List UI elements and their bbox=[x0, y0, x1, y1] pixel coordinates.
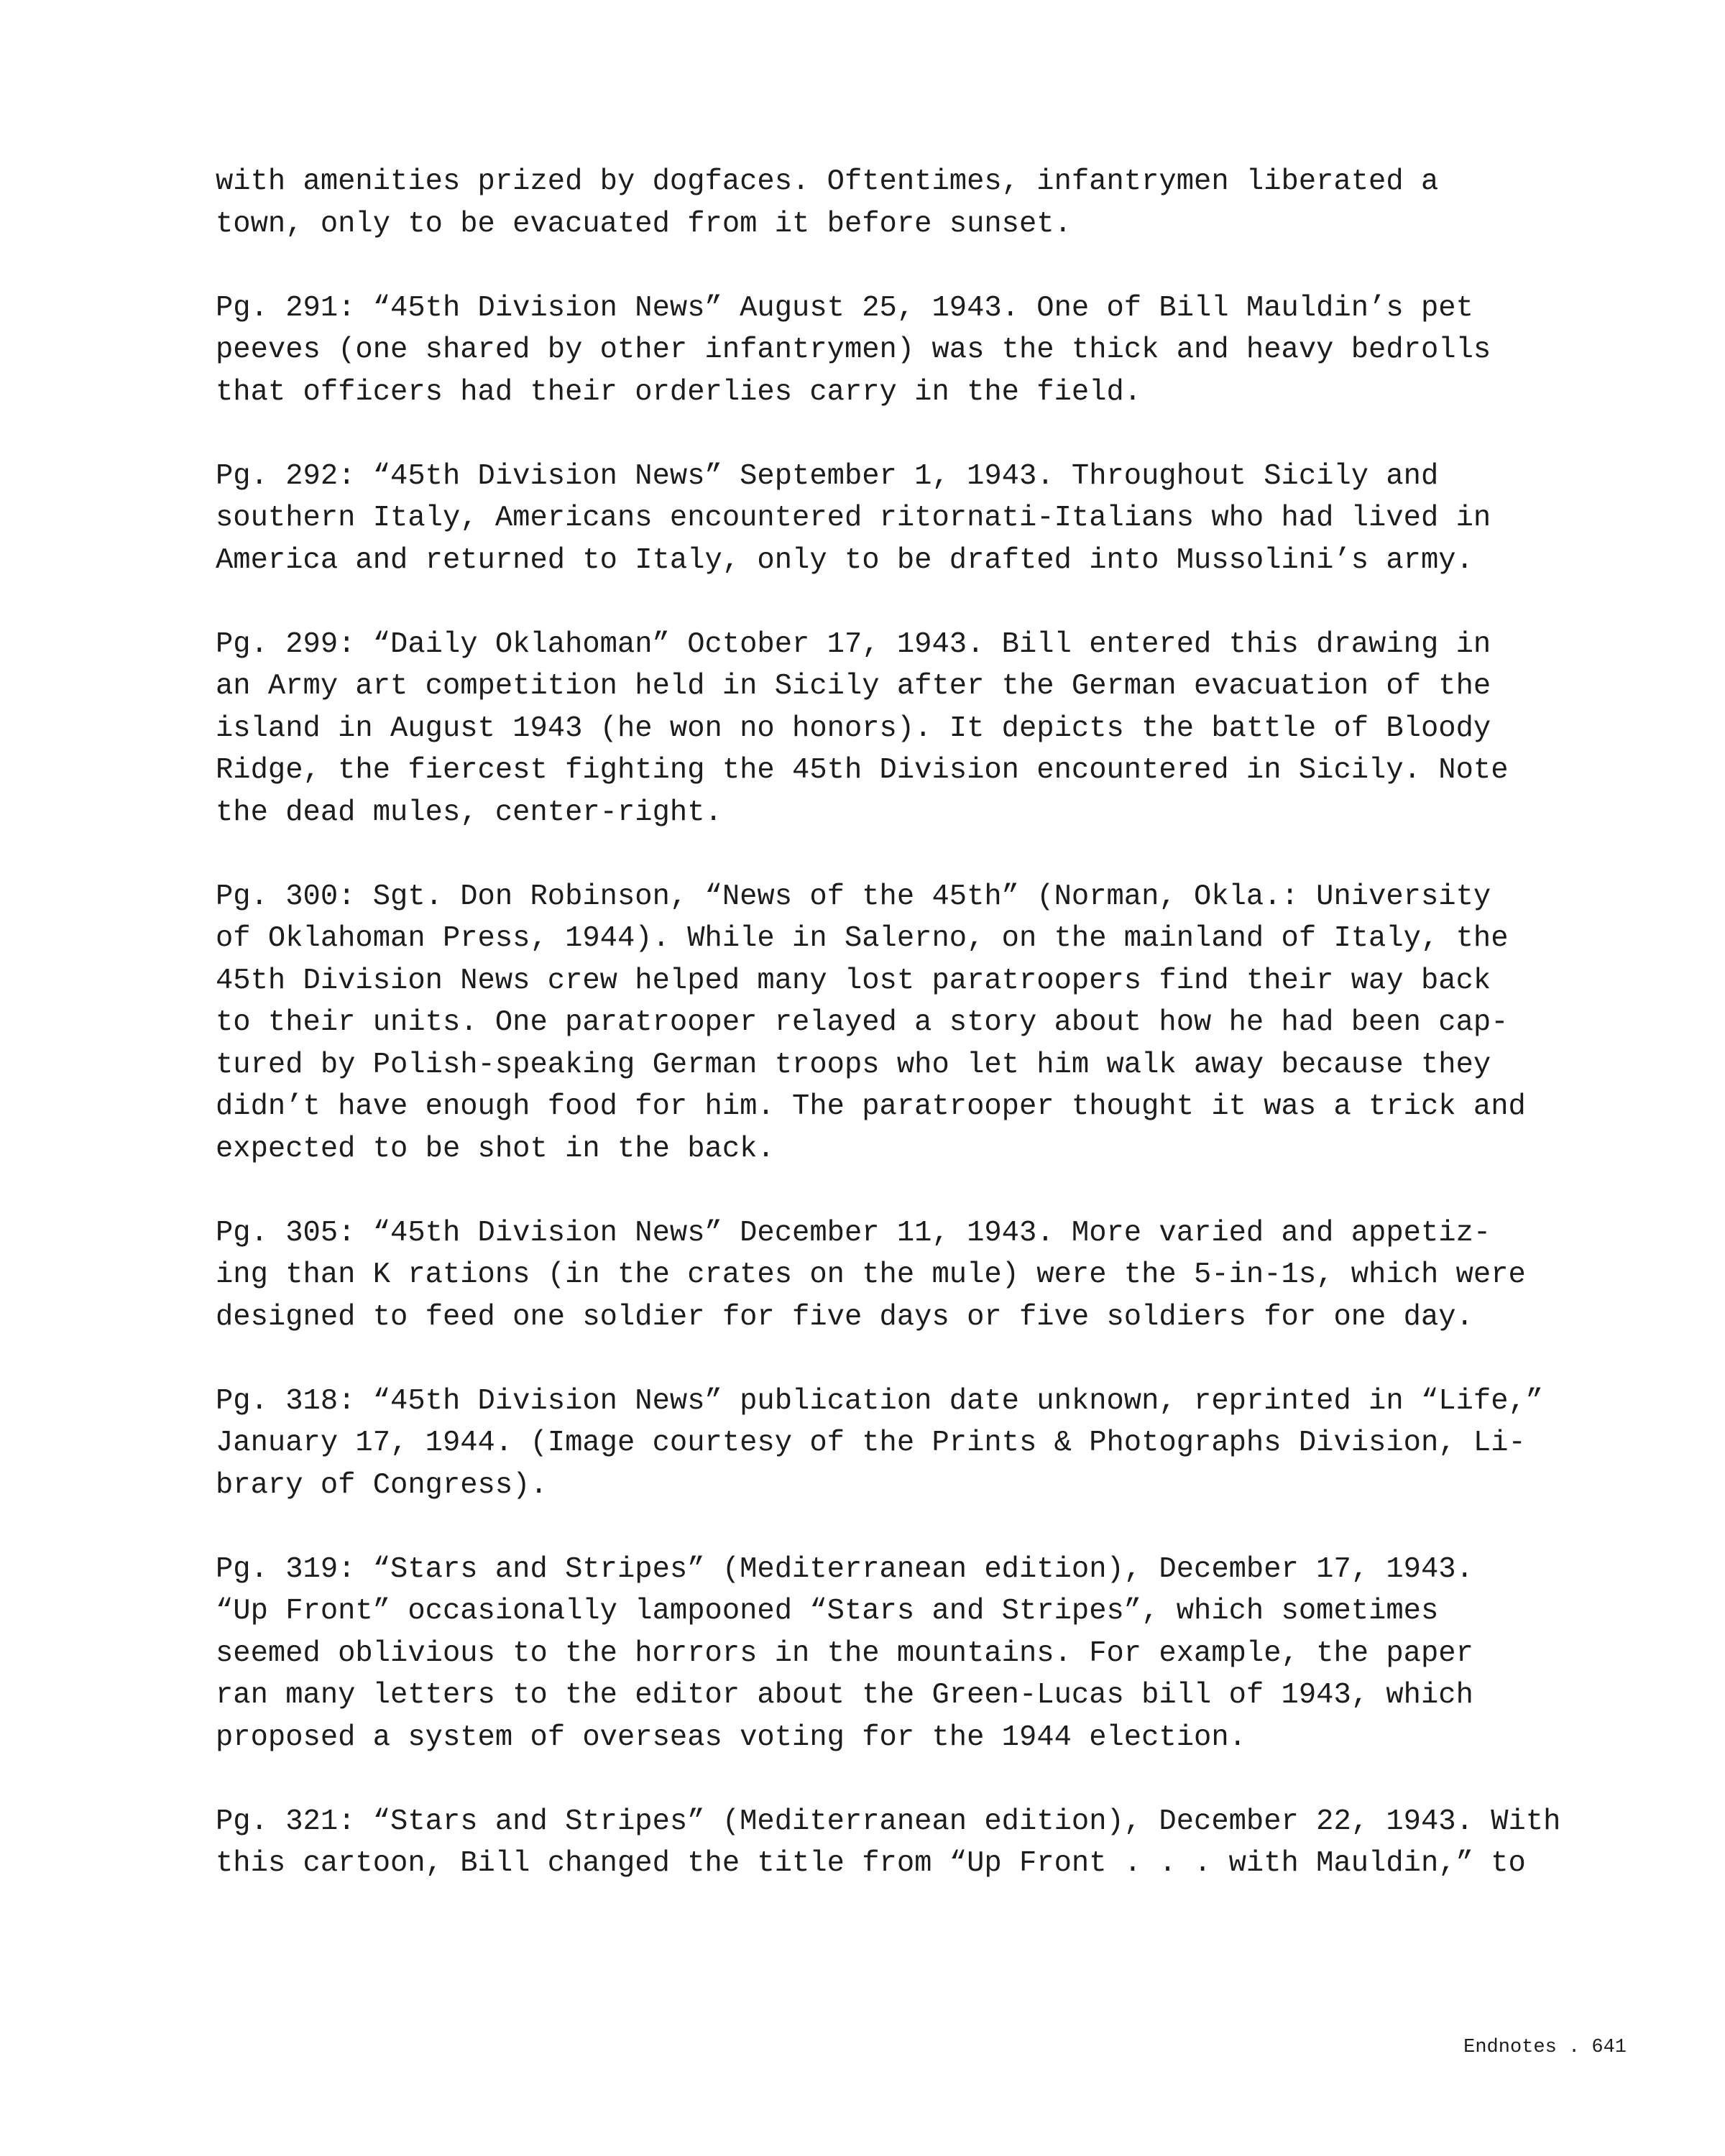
text-line: seemed oblivious to the horrors in the mountains. For example, the paper bbox=[216, 1636, 1473, 1670]
text-line: peeves (one shared by other infantrymen) was the thick and heavy bedrolls bbox=[216, 333, 1491, 367]
endnote-paragraph bbox=[216, 624, 1581, 834]
text-line: expected to be shot in the back. bbox=[216, 1132, 775, 1166]
text-line: Pg. 300: Sgt. Don Robinson, “News of the 45th” (Norman, Okla.: University bbox=[216, 880, 1491, 913]
text-line: January 17, 1944. (Image courtesy of the Prints & Photographs Division, Li- bbox=[216, 1427, 1526, 1460]
endnote-paragraph bbox=[216, 1212, 1581, 1339]
endnote-paragraph bbox=[216, 1381, 1581, 1507]
text-line: Pg. 292: “45th Division News” September 1, 1943. Throughout Sicily and bbox=[216, 459, 1439, 493]
endnote-paragraph bbox=[216, 876, 1581, 1171]
text-line: an Army art competition held in Sicily after the German evacuation of the bbox=[216, 670, 1491, 703]
text-line: with amenities prized by dogfaces. Oftentimes, infantrymen liberated a bbox=[216, 165, 1439, 198]
text-line: Pg. 305: “45th Division News” December 11, 1943. More varied and appetiz- bbox=[216, 1216, 1491, 1250]
text-line: Pg. 318: “45th Division News” publication date unknown, reprinted in “Life,” bbox=[216, 1384, 1544, 1418]
endnotes-body bbox=[216, 161, 1581, 1927]
endnote-paragraph bbox=[216, 1549, 1581, 1759]
text-line: that officers had their orderlies carry in the field. bbox=[216, 375, 1142, 409]
text-line: island in August 1943 (he won no honors). It depicts the battle of Bloody bbox=[216, 711, 1491, 745]
endnote-paragraph bbox=[216, 1801, 1581, 1885]
text-line: proposed a system of overseas voting for the 1944 election. bbox=[216, 1720, 1246, 1754]
text-line: tured by Polish-speaking German troops who let him walk away because they bbox=[216, 1048, 1491, 1082]
text-line: Pg. 291: “45th Division News” August 25, 1943. One of Bill Mauldin’s pet bbox=[216, 291, 1473, 325]
text-line: didn’t have enough food for him. The paratrooper thought it was a trick and bbox=[216, 1090, 1526, 1123]
page-footer: Endnotes . 641 bbox=[1463, 2037, 1627, 2058]
text-line: to their units. One paratrooper relayed a story about how he had been cap- bbox=[216, 1006, 1509, 1039]
text-line: “Up Front” occasionally lampooned “Stars and Stripes”, which sometimes bbox=[216, 1595, 1439, 1628]
text-line: America and returned to Italy, only to be drafted into Mussolini’s army. bbox=[216, 543, 1473, 577]
endnote-paragraph bbox=[216, 456, 1581, 582]
text-line: brary of Congress). bbox=[216, 1468, 548, 1502]
text-line: ran many letters to the editor about the Green-Lucas bill of 1943, which bbox=[216, 1679, 1473, 1712]
endnote-paragraph bbox=[216, 161, 1581, 245]
text-line: this cartoon, Bill changed the title from “Up Front . . . with Mauldin,” to bbox=[216, 1847, 1526, 1880]
text-line: of Oklahoman Press, 1944). While in Salerno, on the mainland of Italy, the bbox=[216, 922, 1509, 955]
text-line: ing than K rations (in the crates on the mule) were the 5-in-1s, which were bbox=[216, 1258, 1526, 1291]
text-line: Ridge, the fiercest fighting the 45th Division encountered in Sicily. Note bbox=[216, 754, 1509, 787]
endnote-paragraph bbox=[216, 287, 1581, 414]
text-line: the dead mules, center-right. bbox=[216, 796, 722, 829]
text-line: southern Italy, Americans encountered ritornati-Italians who had lived in bbox=[216, 502, 1491, 535]
text-line: town, only to be evacuated from it before sunset. bbox=[216, 207, 1072, 241]
text-line: 45th Division News crew helped many lost paratroopers find their way back bbox=[216, 964, 1491, 998]
text-line: Pg. 299: “Daily Oklahoman” October 17, 1943. Bill entered this drawing in bbox=[216, 627, 1491, 661]
text-line: designed to feed one soldier for five days or five soldiers for one day. bbox=[216, 1300, 1473, 1334]
text-line: Pg. 319: “Stars and Stripes” (Mediterranean edition), December 17, 1943. bbox=[216, 1552, 1473, 1586]
text-line: Pg. 321: “Stars and Stripes” (Mediterranean edition), December 22, 1943. With bbox=[216, 1805, 1561, 1838]
